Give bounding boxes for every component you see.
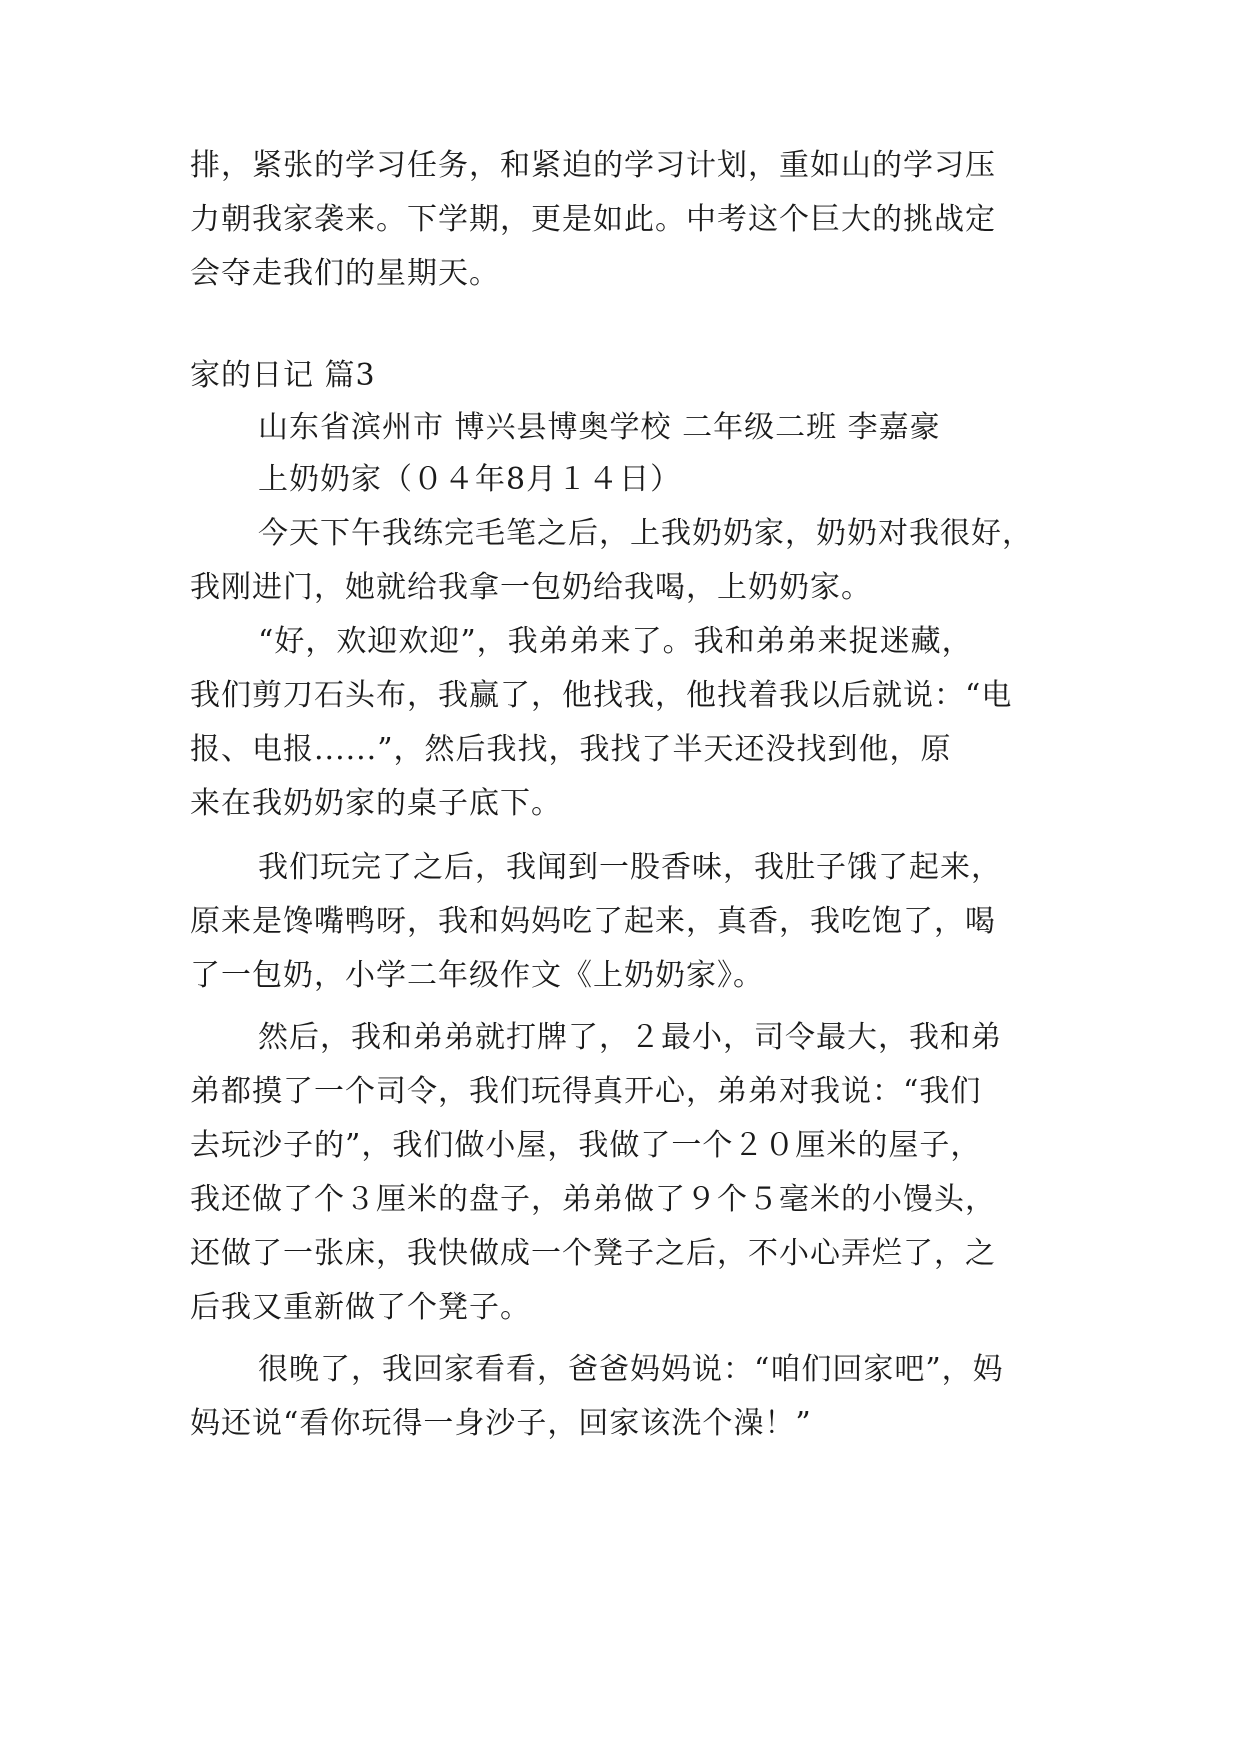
- paragraph-line: 我还做了个３厘米的盘子，弟弟做了９个５毫米的小馒头，: [190, 1182, 996, 1217]
- paragraph-line: 弟都摸了一个司令，我们玩得真开心，弟弟对我说：“我们: [190, 1074, 982, 1109]
- intro-line: 力朝我家袭来。下学期，更是如此。中考这个巨大的挑战定: [190, 202, 996, 237]
- author-line: 山东省滨州市 博兴县博奥学校 二年级二班 李嘉豪: [258, 410, 941, 445]
- section-title: 家的日记 篇3: [190, 358, 376, 393]
- paragraph-line: 今天下午我练完毛笔之后，上我奶奶家，奶奶对我很好，: [258, 516, 1033, 551]
- paragraph-line: 来在我奶奶家的桌子底下。: [190, 786, 562, 821]
- intro-line: 排，紧张的学习任务，和紧迫的学习计划，重如山的学习压: [190, 148, 996, 183]
- paragraph-line: 还做了一张床，我快做成一个凳子之后，不小心弄烂了，之: [190, 1236, 996, 1271]
- intro-line: 会夺走我们的星期天。: [190, 256, 500, 291]
- paragraph-line: 后我又重新做了个凳子。: [190, 1290, 531, 1325]
- paragraph-line: 去玩沙子的”，我们做小屋，我做了一个２０厘米的屋子，: [190, 1128, 982, 1163]
- paragraph-line: 很晚了，我回家看看，爸爸妈妈说：“咱们回家吧”，妈: [258, 1352, 1004, 1387]
- paragraph-line: 妈还说“看你玩得一身沙子，回家该洗个澡！”: [190, 1406, 812, 1441]
- paragraph-line: 报、电报......”，然后我找，我找了半天还没找到他，原: [190, 732, 952, 767]
- paragraph-line: 我刚进门，她就给我拿一包奶给我喝，上奶奶家。: [190, 570, 872, 605]
- paragraph-line: 了一包奶，小学二年级作文《上奶奶家》。: [190, 958, 764, 993]
- subtitle-line: 上奶奶家（０４年8月１４日）: [258, 462, 682, 497]
- paragraph-line: 我们玩完了之后，我闻到一股香味，我肚子饿了起来，: [258, 850, 1002, 885]
- paragraph-line: 我们剪刀石头布，我赢了，他找我，他找着我以后就说：“电: [190, 678, 1013, 713]
- paragraph-line: 然后，我和弟弟就打牌了，２最小，司令最大，我和弟: [258, 1020, 1002, 1055]
- paragraph-line: 原来是馋嘴鸭呀，我和妈妈吃了起来，真香，我吃饱了，喝: [190, 904, 996, 939]
- paragraph-line: “好，欢迎欢迎”，我弟弟来了。我和弟弟来捉迷藏，: [258, 624, 973, 659]
